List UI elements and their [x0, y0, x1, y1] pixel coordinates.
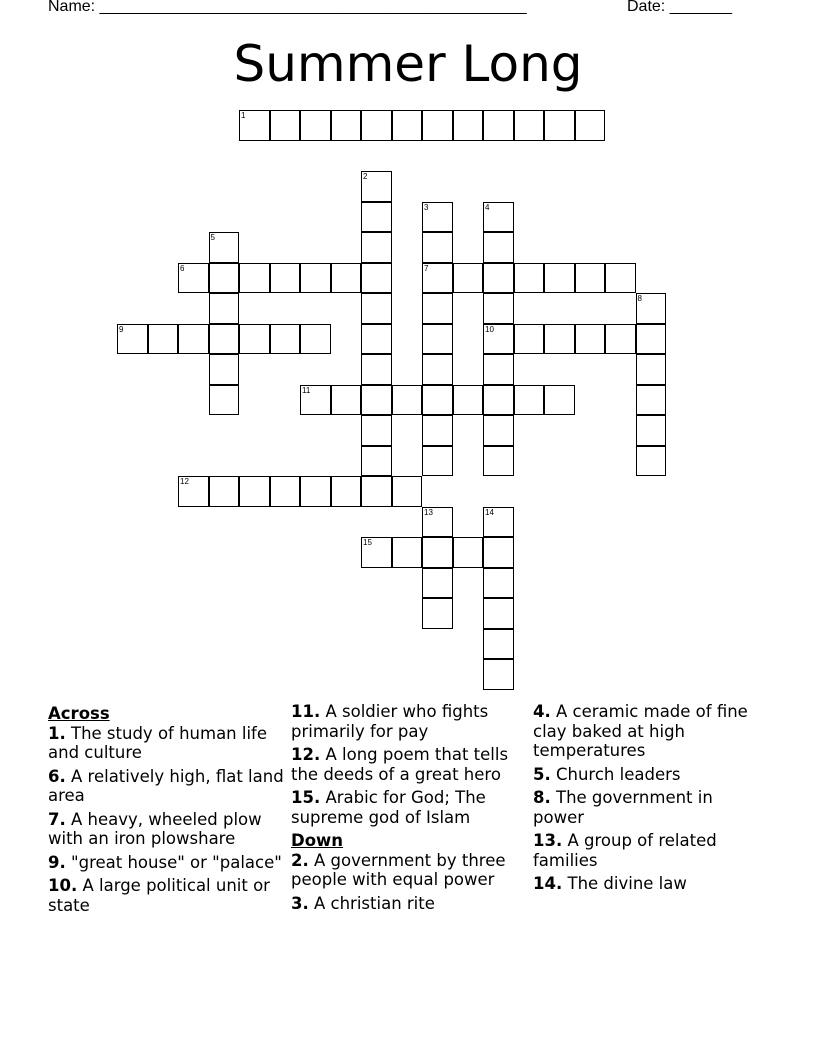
- grid-cell[interactable]: [483, 354, 514, 385]
- grid-cell[interactable]: [483, 446, 514, 477]
- grid-cell[interactable]: [361, 171, 392, 202]
- grid-cell[interactable]: [361, 446, 392, 477]
- grid-cell[interactable]: [636, 415, 667, 446]
- grid-cell[interactable]: [483, 202, 514, 233]
- clue-across-6: 6. A relatively high, flat land area: [48, 766, 284, 805]
- grid-cell[interactable]: [422, 324, 453, 355]
- grid-cell[interactable]: [514, 324, 545, 355]
- across-heading: Across: [48, 704, 110, 723]
- grid-cell[interactable]: [483, 415, 514, 446]
- grid-cell[interactable]: [361, 324, 392, 355]
- grid-cell[interactable]: [422, 110, 453, 141]
- grid-cell[interactable]: [361, 476, 392, 507]
- grid-cell[interactable]: [575, 324, 606, 355]
- grid-cell[interactable]: [392, 537, 423, 568]
- grid-cell[interactable]: [209, 232, 240, 263]
- grid-cell[interactable]: [209, 324, 240, 355]
- grid-cell[interactable]: [422, 598, 453, 629]
- cell-clue-number: 4: [485, 202, 490, 212]
- grid-cell[interactable]: [361, 293, 392, 324]
- grid-cell[interactable]: [300, 476, 331, 507]
- grid-cell[interactable]: [605, 324, 636, 355]
- grid-cell[interactable]: [483, 263, 514, 294]
- name-field-label[interactable]: Name: ________________________________________________: [48, 0, 527, 15]
- grid-cell[interactable]: [392, 110, 423, 141]
- cell-clue-number: 15: [363, 538, 372, 547]
- grid-cell[interactable]: [270, 324, 301, 355]
- clue-across-7: 7. A heavy, wheeled plow with an iron plowshare: [48, 809, 262, 848]
- cell-clue-number: 3: [424, 202, 429, 212]
- grid-cell[interactable]: [178, 263, 209, 294]
- grid-cell[interactable]: [209, 293, 240, 324]
- grid-cell[interactable]: [331, 110, 362, 141]
- grid-cell[interactable]: [514, 263, 545, 294]
- grid-cell[interactable]: [300, 110, 331, 141]
- grid-cell[interactable]: [422, 446, 453, 477]
- grid-cell[interactable]: [483, 232, 514, 263]
- grid-cell[interactable]: [636, 293, 667, 324]
- grid-cell[interactable]: [392, 385, 423, 416]
- grid-cell[interactable]: [148, 324, 179, 355]
- grid-cell[interactable]: [422, 415, 453, 446]
- grid-cell[interactable]: [575, 110, 606, 141]
- clues-column-3: [533, 702, 769, 898]
- grid-cell[interactable]: [331, 385, 362, 416]
- cell-clue-number: 7: [424, 263, 429, 273]
- grid-cell[interactable]: [483, 659, 514, 690]
- cell-clue-number: 8: [637, 294, 642, 303]
- cell-clue-number: 13: [424, 507, 433, 517]
- grid-cell[interactable]: [300, 385, 331, 416]
- grid-cell[interactable]: [361, 537, 392, 568]
- grid-cell[interactable]: [636, 354, 667, 385]
- grid-cell[interactable]: [331, 476, 362, 507]
- cell-clue-number: 11: [302, 385, 311, 395]
- cell-clue-number: 12: [180, 477, 189, 486]
- clue-across-11: 11. A soldier who fights primarily for pay: [291, 702, 489, 741]
- cell-clue-number: 2: [363, 172, 368, 181]
- clues-column-2: [291, 702, 527, 917]
- grid-cell[interactable]: [178, 476, 209, 507]
- date-field-label[interactable]: Date: _______: [627, 0, 732, 15]
- clue-down-13: 13. A group of related families: [533, 831, 717, 870]
- clue-across-12: 12. A long poem that tells the deeds of a great hero: [291, 745, 509, 784]
- clue-down-8: 8. The government in power: [533, 788, 713, 827]
- grid-cell[interactable]: [361, 232, 392, 263]
- grid-cell[interactable]: [575, 263, 606, 294]
- grid-cell[interactable]: [361, 415, 392, 446]
- clue-down-4: 4. A ceramic made of fine clay baked at high temperatures: [533, 702, 748, 760]
- grid-cell[interactable]: [361, 385, 392, 416]
- clue-across-9: 9. "great house" or "palace": [48, 852, 282, 872]
- clue-down-14: 14. The divine law: [533, 874, 687, 893]
- grid-cell[interactable]: [483, 110, 514, 141]
- grid-cell[interactable]: [483, 507, 514, 538]
- grid-cell[interactable]: [483, 293, 514, 324]
- grid-cell[interactable]: [483, 568, 514, 599]
- grid-cell[interactable]: [361, 263, 392, 294]
- grid-cell[interactable]: [361, 354, 392, 385]
- grid-cell[interactable]: [300, 263, 331, 294]
- grid-cell[interactable]: [483, 629, 514, 660]
- grid-cell[interactable]: [209, 385, 240, 416]
- grid-cell[interactable]: [239, 110, 270, 141]
- grid-cell[interactable]: [544, 110, 575, 141]
- grid-cell[interactable]: [544, 324, 575, 355]
- cell-clue-number: 10: [485, 324, 494, 334]
- grid-cell[interactable]: [422, 202, 453, 233]
- grid-cell[interactable]: [514, 110, 545, 141]
- grid-cell[interactable]: [636, 385, 667, 416]
- grid-cell[interactable]: [117, 324, 148, 355]
- grid-cell[interactable]: [422, 568, 453, 599]
- grid-cell[interactable]: [270, 110, 301, 141]
- grid-cell[interactable]: [178, 324, 209, 355]
- grid-cell[interactable]: [239, 476, 270, 507]
- clue-down-2: 2. A government by three people with equal power: [291, 850, 506, 889]
- grid-cell[interactable]: [483, 324, 514, 355]
- clues-column-1: [48, 702, 284, 919]
- grid-cell[interactable]: [453, 385, 484, 416]
- grid-cell[interactable]: [422, 385, 453, 416]
- grid-cell[interactable]: [209, 354, 240, 385]
- grid-cell[interactable]: [209, 476, 240, 507]
- grid-cell[interactable]: [453, 537, 484, 568]
- clue-across-10: 10. A large political unit or state: [48, 876, 270, 915]
- grid-cell[interactable]: [270, 263, 301, 294]
- cell-clue-number: 9: [119, 324, 124, 334]
- grid-cell[interactable]: [422, 537, 453, 568]
- grid-cell[interactable]: [453, 263, 484, 294]
- grid-cell[interactable]: [422, 507, 453, 538]
- grid-cell[interactable]: [636, 446, 667, 477]
- down-heading: Down: [291, 831, 344, 850]
- clue-across-15: 15. Arabic for God; The supreme god of Islam: [291, 788, 486, 827]
- grid-cell[interactable]: [209, 263, 240, 294]
- grid-cell[interactable]: [270, 476, 301, 507]
- grid-cell[interactable]: [483, 385, 514, 416]
- cell-clue-number: 1: [241, 111, 246, 120]
- grid-cell[interactable]: [636, 324, 667, 355]
- grid-cell[interactable]: [361, 202, 392, 233]
- grid-cell[interactable]: [331, 263, 362, 294]
- grid-cell[interactable]: [483, 598, 514, 629]
- cell-clue-number: 6: [180, 263, 185, 273]
- grid-cell[interactable]: [544, 385, 575, 416]
- grid-cell[interactable]: [453, 110, 484, 141]
- grid-cell[interactable]: [422, 293, 453, 324]
- grid-cell[interactable]: [544, 263, 575, 294]
- grid-cell[interactable]: [483, 537, 514, 568]
- puzzle-title: Summer Long: [233, 35, 583, 93]
- grid-cell[interactable]: [392, 476, 423, 507]
- grid-cell[interactable]: [300, 324, 331, 355]
- cell-clue-number: 5: [210, 233, 215, 242]
- grid-cell[interactable]: [514, 385, 545, 416]
- grid-cell[interactable]: [422, 232, 453, 263]
- clue-down-5: 5. Church leaders: [533, 764, 681, 784]
- grid-cell[interactable]: [361, 110, 392, 141]
- grid-cell[interactable]: [422, 354, 453, 385]
- grid-cell[interactable]: [422, 263, 453, 294]
- cell-clue-number: 14: [485, 507, 494, 517]
- grid-cell[interactable]: [605, 263, 636, 294]
- grid-cell[interactable]: [239, 324, 270, 355]
- clue-down-3: 3. A christian rite: [291, 893, 435, 913]
- grid-cell[interactable]: [239, 263, 270, 294]
- clue-across-1: 1. The study of human life and culture: [48, 723, 268, 762]
